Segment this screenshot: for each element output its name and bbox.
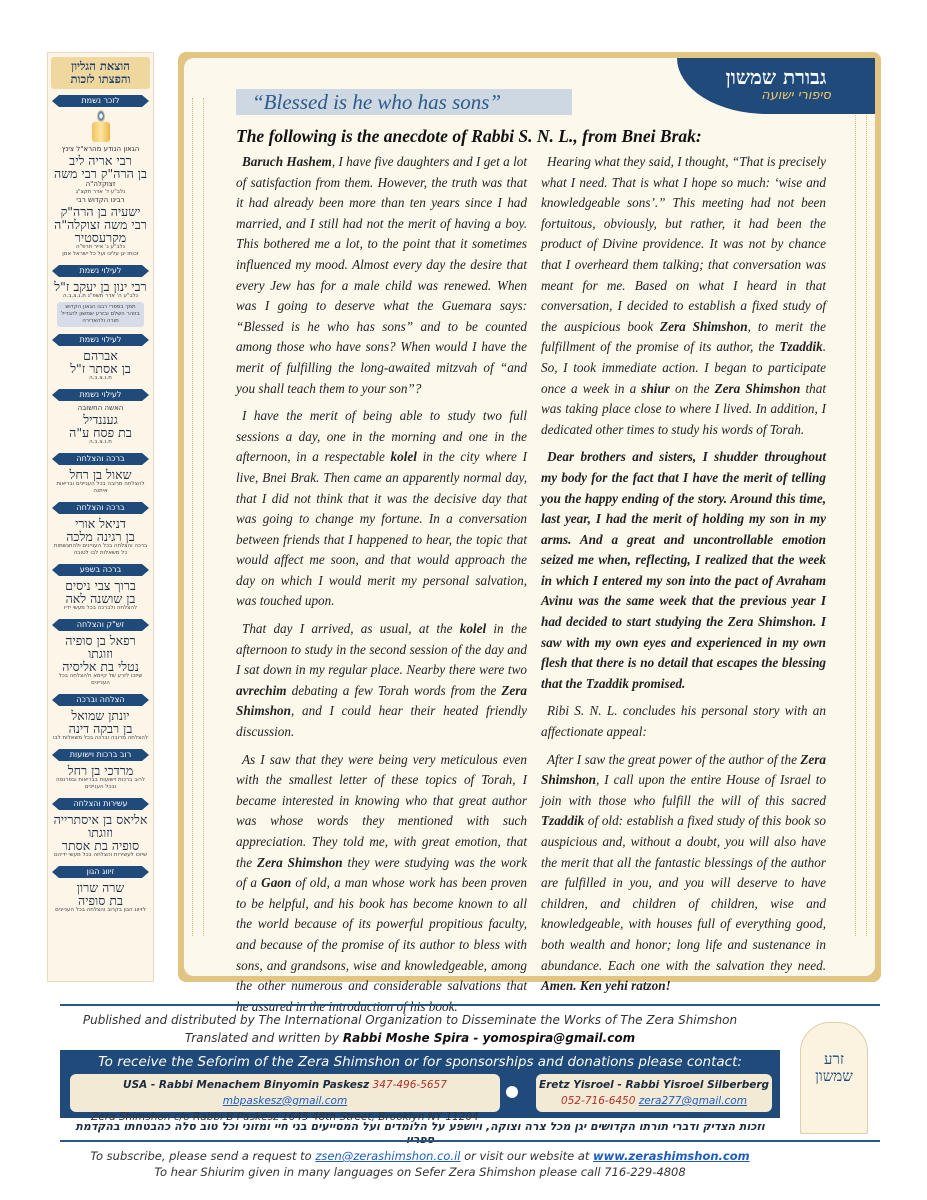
- usa-email-link[interactable]: mbpaskesz@gmail.com: [222, 1095, 348, 1107]
- dedication-text: מקרעסטיר: [74, 230, 127, 245]
- publisher-line: Published and distributed by The International Organization to Disseminate the Works of The Zera Shimshon: [82, 1013, 738, 1027]
- dedication-banner: לזכר נשמת: [59, 95, 142, 107]
- dedication-text: ברכה והצלחה בכל העניינים ולהתגשמות כל משאלות לבו לטובה: [53, 543, 148, 556]
- text-run: . So, I took immediate action. I began to participate once a week in a: [541, 339, 826, 396]
- book-title-line: שמשון: [815, 1067, 853, 1085]
- text-run: in the city where I live, Bnei Brak. Then came an apparently normal day, that I did not think that it was the decisive day that was going to change my fortune. In a conversation between friends that I happened to hear, the topic that would affect me soon, and that would approach the day on which I would merit my personal salvation, was touched upon.: [236, 449, 527, 609]
- dedication-text: רבינו הקדוש רבי: [76, 196, 125, 204]
- dedication-section: [51, 334, 150, 382]
- logo-title: גבורת שמשון: [725, 65, 827, 89]
- paragraph: [541, 701, 826, 742]
- dedication-text: אליאס בן איסתרייה: [53, 812, 148, 827]
- website-link[interactable]: www.zerashimshon.com: [593, 1149, 750, 1163]
- text-run: Zera Shimshon: [541, 751, 826, 788]
- subscribe-prefix: To subscribe, please send a request to: [90, 1149, 316, 1163]
- shiurim-line: To hear Shiurim given in many languages on Sefer Zera Shimshon please call 716-229-4808: [154, 1165, 686, 1179]
- usa-address: Zera Shimshon c/o Rabbi B Paskesz 1645 48th Street, Brooklyn NY 11204: [91, 1111, 479, 1123]
- dedication-text: נלב"ע ד' אדר תקצ"ג: [75, 189, 126, 195]
- israel-contact: [536, 1074, 772, 1112]
- dedication-text: אברהם: [83, 348, 118, 363]
- subscribe-line: [60, 1149, 780, 1163]
- text-run: Gaon: [261, 875, 292, 891]
- dedication-section: [51, 95, 150, 258]
- text-run: Ribi S. N. L. concludes his personal story with an affectionate appeal:: [541, 703, 826, 740]
- dedication-section: [51, 453, 150, 495]
- paragraph: [236, 406, 527, 612]
- text-run: , to merit the fulfillment of the promise of its author, the: [541, 318, 826, 355]
- dedication-text: בן אסתר ז"ל: [70, 361, 131, 376]
- dedication-text: ת.נ.צ.ב.ה: [89, 439, 112, 445]
- right-column: [541, 152, 826, 1004]
- text-run: in the afternoon to study in the second session of the day and I sat down in my regular place. Nearby there were two: [236, 621, 527, 678]
- sidebar-title: [51, 57, 150, 89]
- translator-name: Rabbi Moshe Spira - yomospira@gmail.com: [342, 1031, 636, 1045]
- dedication-text: ישעיה בן הרה"ק: [60, 204, 141, 219]
- text-run: kolel: [459, 621, 487, 637]
- dedication-banner: ברכה והצלחה: [59, 502, 142, 514]
- dedication-text: רבי אריה ליב: [69, 153, 132, 168]
- text-run: shiur: [641, 380, 670, 396]
- sidebar-title-line: והפצתו לזכות: [70, 72, 131, 86]
- article-inner: [184, 58, 875, 1014]
- dedication-text: נטלי בת אליסיה: [62, 659, 139, 674]
- text-run: , I call upon the entire House of Israel to join with those who fulfill the will of this sacred: [541, 772, 826, 808]
- paragraph: [236, 750, 527, 1018]
- dedications-sidebar: [47, 52, 154, 982]
- left-column: [236, 152, 527, 1024]
- contact-title: To receive the Seforim of the Zera Shimshon or for sponsorships and donations please contact:: [98, 1054, 742, 1070]
- dedication-text: רפאל בן סופיה: [65, 633, 136, 648]
- subscribe-email-link[interactable]: zsen@zerashimshon.co.il: [315, 1149, 461, 1163]
- subscribe-mid: or visit our website at: [460, 1149, 594, 1163]
- dedication-text: לרוב ברכות וישועות בבריאות ובפרנסה ובכל העניינים: [56, 777, 145, 790]
- dedication-text: וזוגתו: [88, 825, 113, 840]
- footer-divider: [60, 1004, 880, 1006]
- divider-dot: [506, 1086, 518, 1098]
- series-logo: [677, 58, 875, 114]
- dedication-banner: רוב ברכות וישועות: [59, 749, 142, 761]
- text-run: Zera Shimshon: [236, 682, 527, 719]
- article-title: “Blessed is he who has sons”: [236, 89, 572, 115]
- dedication-text: רבי משה זצוקלה"ה: [54, 217, 147, 232]
- paragraph: [236, 152, 527, 399]
- dedication-text: שיזכו לעשירות והצלחה בכל מעשי ידיהם: [54, 852, 147, 858]
- dedication-section: [51, 798, 150, 859]
- dedication-text: וזוגתו: [88, 646, 113, 661]
- logo-subtitle: סיפורי ישועה: [761, 88, 831, 103]
- dedication-text: געננדיל: [83, 412, 118, 427]
- text-run: that was taking place close to where I lived. In addition, I dedicated other times to study his words of Torah.: [541, 380, 826, 437]
- usa-contact: [70, 1074, 500, 1123]
- dedication-text: דניאל אורי: [75, 516, 126, 531]
- dedication-text: נלב"ע ה' אדר תשפ"ג ת.נ.צ.ב.ה: [63, 293, 138, 299]
- text-run: Baruch Hashem: [242, 154, 332, 169]
- dedication-banner: זיווג הגון: [59, 866, 142, 878]
- dedication-list: [51, 95, 150, 914]
- text-run: Zera Shimshon: [660, 318, 748, 334]
- hebrew-blessing: וזכות הצדיק ודברי תורתו הקדושים יגן מכל צרה וצוקה, ויושפע על הלומדים ועל המסייעים בני חיי ומזוני וכל טוב סלה כהבטחתו בהקדמת ספריו: [75, 1120, 765, 1146]
- translator-prefix: Translated and written by: [184, 1031, 343, 1045]
- israel-name: Eretz Yisroel - Rabbi Yisroel Silberberg: [538, 1079, 770, 1091]
- dedication-section: [51, 749, 150, 791]
- dedication-text: נלב"ע ג' אייר תרפ"ה: [75, 244, 126, 250]
- dedication-text: האשה החשובה: [77, 404, 124, 412]
- dedication-text: שאול בן רחל: [69, 467, 132, 482]
- dedication-text: יונתן שמואל: [71, 708, 130, 723]
- paragraph: [541, 447, 826, 694]
- book-title-line: זרע: [823, 1050, 845, 1068]
- dedication-text: בן רגינה מלכה: [66, 529, 135, 544]
- dedication-text: ת.נ.צ.ב.ה: [89, 375, 112, 381]
- dedication-banner: לעילוי נשמת: [59, 389, 142, 401]
- dedication-text: להצלחה מרובה וברכה בכל משאלות לבו: [53, 735, 148, 741]
- dedication-text: זכותו יגן עלינו ועל כל ישראל אמן: [62, 251, 139, 257]
- dedication-text: תמך בספרי רבנו הגאון הקדוש בזוהר השלם ובזרע שמשון להגדיל תורה ולהאדירה: [57, 302, 144, 327]
- paragraph: [541, 750, 826, 997]
- dedication-banner: עשירות והצלחה: [59, 798, 142, 810]
- text-run: I have the merit of being able to study two full sessions a day, one in the morning and one in the afternoon, in a respectable: [236, 408, 527, 465]
- candle-icon: [91, 110, 111, 142]
- dedication-text: שרה שרון: [76, 880, 125, 895]
- usa-phone: 347-496-5657: [369, 1079, 447, 1091]
- text-run: on the: [669, 380, 715, 396]
- dedication-section: [51, 694, 150, 742]
- text-run: avrechim: [236, 682, 287, 698]
- text-run: That day I arrived, as usual, at the: [242, 621, 460, 637]
- dedication-banner: הצלחה וברכה: [59, 694, 142, 706]
- text-run: of old: establish a fixed study of this book so auspicious and, without a doubt, you will also have the merit that all the fantastic blessings of the author are fulfilled in you, and you will deserve to have children, and children of children, wise and knowledgeable, with houses full of everything good, both wealth and honor; long life and sustenance in abundance. Each one with the salvation they need.: [541, 813, 826, 973]
- dedication-text: ברוך צבי ניסים: [65, 578, 136, 593]
- dedication-text: להצלחה מרובה בכל העניינים ובריאות איתנה: [56, 481, 145, 494]
- text-run: Hearing what they said, I thought, “That is precisely what I need. That is what I hope so much: ‘wise and knowledgeable sons’.” This meeting had not been fortuitous, obviously, but rather, it had been the product of Divine providence. It was not by chance that I overheard them talking; that conversation was meant for me. Based on what I heard in that conversation, I decided to establish a fixed study of the auspicious book: [541, 154, 826, 334]
- dedication-text: בן רבקה דינה: [68, 721, 133, 736]
- text-run: Amen. Ken yehi ratzon!: [541, 978, 671, 994]
- dedication-text: בן הרה"ק רבי משה: [54, 166, 147, 181]
- dedication-section: [51, 502, 150, 557]
- dedication-text: הגאון הנודע מהרא"ל צינץ: [61, 145, 140, 153]
- dedication-text: לזיווג הגון בקרוב והצלחה בכל העניינים: [55, 907, 146, 913]
- dedication-text: בת סופיה: [78, 893, 123, 908]
- israel-phone: 052-716-6450: [561, 1095, 639, 1107]
- text-run: Dear brothers and sisters, I shudder throughout my body for the fact that I have the merit of telling you the happy ending of the story. Around this time, last year, I had the merit of holding my son in my arms. And a great and uncontrollable emotion seized me when, reflecting, I realized that the week in which I entered my son into the pact of Avraham Avinu was the same week that the previous year I had decided to start studying the Zera Shimshon. I saw with my own eyes and experienced in my own flesh that there is no detail that escapes the blessing that the Tzaddik promised.: [541, 449, 826, 691]
- dedication-text: שיזכו לזרע של קיימא ולהצלחה בכל העניינים: [58, 673, 143, 686]
- usa-name: USA - Rabbi Menachem Binyomin Paskesz: [123, 1079, 370, 1091]
- dedication-text: רבי ינון בן יעקב ז"ל: [54, 279, 147, 294]
- dedication-text: זצוקלה"ה: [85, 180, 116, 188]
- dedication-section: [51, 564, 150, 612]
- text-run: , I have five daughters and I get a lot of satisfaction from them. However, the truth was that it had already been more than ten years since I had married, and I still had not the merit of having a boy. This bothered me a lot, to the point that it sometimes influenced my mood. Almost every day the desire that every Jew has for a male child was renewed. When was I going to deserve what the Guemara says: “Blessed is he who has sons” and to be counted among those who have sons? When would I have the merit of fulfilling the long-awaited mitzvah of “and you shall teach them to your son”?: [236, 154, 527, 396]
- translator-line: [60, 1031, 760, 1045]
- contact-band: [60, 1050, 780, 1123]
- text-run: Zera Shimshon: [257, 854, 343, 870]
- dedication-text: בן שושנה לאה: [65, 591, 136, 606]
- right-ornament: [855, 98, 867, 936]
- text-run: debating a few Torah words from the: [286, 682, 502, 698]
- text-run: After I saw the great power of the author of the: [547, 751, 801, 767]
- article-heading: The following is the anecdote of Rabbi S. N. L., from Bnei Brak:: [236, 126, 702, 146]
- dedication-banner: לעילוי נשמת: [59, 265, 142, 277]
- text-run: As I saw that they were being very meticulous even with the smallest letter of these topics of Torah, I became interested in knowing who that great author was whose words they mentioned with such appreciation. They told me, with great emotion, that the: [236, 751, 527, 870]
- text-run: kolel: [390, 449, 417, 465]
- dedication-section: [51, 866, 150, 914]
- zera-shimshon-book-image: [800, 1022, 868, 1134]
- dedication-banner: זש"ק והצלחה: [59, 619, 142, 631]
- dedication-section: [51, 265, 150, 327]
- article-panel: [178, 52, 881, 1014]
- text-run: Tzaddik: [779, 339, 823, 355]
- footer-divider-bottom: [60, 1140, 880, 1142]
- text-run: Tzaddik: [541, 813, 585, 829]
- dedication-banner: ברכה בשפע: [59, 564, 142, 576]
- dedication-banner: לעילוי נשמת: [59, 334, 142, 346]
- dedication-section: [51, 389, 150, 446]
- dedication-banner: ברכה והצלחה: [59, 453, 142, 465]
- text-run: of old, a man whose work has been proven to be helpful, and his book has become known to all the world because of its powerful propitious faculty, and because of the promise of its author to bless with sons, and grandsons, wise and knowledgeable, among the other numerous and considerable salvations that he assured in the introduction of his book.: [236, 875, 527, 1014]
- left-ornament: [192, 98, 204, 936]
- dedication-text: מרדכי בן רחל: [67, 763, 134, 778]
- dedication-text: להצלחה ולברכה בכל מעשי ידיו: [63, 605, 138, 611]
- dedication-section: [51, 619, 150, 687]
- dedication-text: בת פסח ע"ה: [69, 425, 132, 440]
- paragraph: [541, 152, 826, 440]
- text-run: , and I could hear their heated friendly discussion.: [236, 703, 527, 740]
- sidebar-title-line: הוצאת הגליון: [71, 59, 130, 73]
- paragraph: [236, 619, 527, 743]
- israel-email-link[interactable]: zera277@gmail.com: [638, 1095, 747, 1107]
- text-run: they were studying was the work of a: [236, 854, 527, 891]
- text-run: Zera Shimshon: [714, 380, 801, 396]
- dedication-text: סופיה בת אסתר: [61, 838, 140, 853]
